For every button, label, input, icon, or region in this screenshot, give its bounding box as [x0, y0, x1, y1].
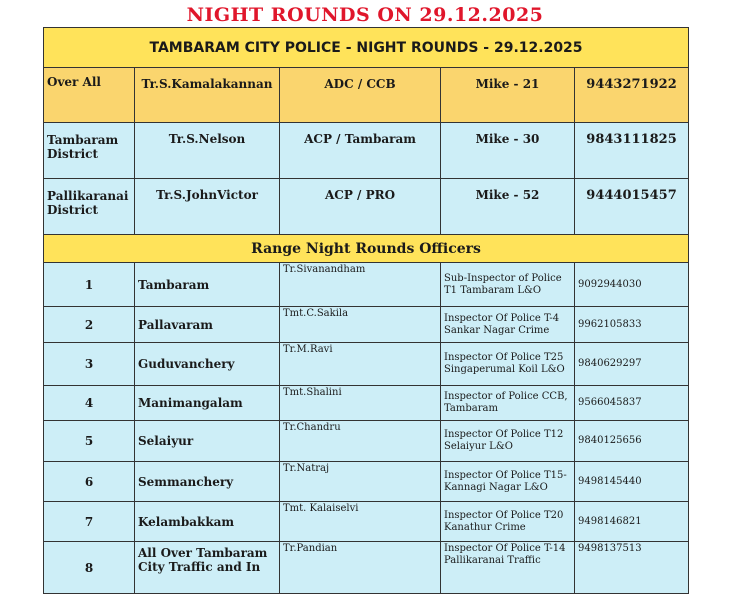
row-number: 7: [44, 502, 135, 542]
phone-cell: 9840125656: [575, 421, 689, 462]
table-row: [44, 343, 689, 386]
phone-cell: 9840629297: [575, 343, 689, 386]
officer-cell: Tr.Chandru: [280, 421, 441, 462]
officer-cell: Tr.Natraj: [280, 462, 441, 502]
mike-cell: Mike - 21: [441, 68, 575, 123]
phone-cell: 9843111825: [575, 123, 689, 179]
row-number: 8: [44, 542, 135, 594]
designation-cell: Inspector Of Police T25 Singaperumal Koil L&O: [441, 343, 575, 386]
table-row: [44, 179, 689, 235]
table-row: [44, 421, 689, 462]
designation-cell: Inspector of Police CCB, Tambaram: [441, 386, 575, 421]
range-header: Range Night Rounds Officers: [44, 235, 689, 263]
officer-cell: Tr.S.Nelson: [135, 123, 280, 179]
table-row: [44, 462, 689, 502]
designation-cell: ACP / Tambaram: [280, 123, 441, 179]
designation-cell: ACP / PRO: [280, 179, 441, 235]
place-cell: Kelambakkam: [135, 502, 280, 542]
phone-cell: 9566045837: [575, 386, 689, 421]
row-number: 4: [44, 386, 135, 421]
mike-cell: Mike - 52: [441, 179, 575, 235]
area-cell: Over All: [44, 68, 135, 123]
place-cell: Semmanchery: [135, 462, 280, 502]
night-rounds-table: [43, 27, 689, 594]
phone-cell: 9962105833: [575, 307, 689, 343]
table-row: [44, 386, 689, 421]
designation-cell: Inspector Of Police T12 Selaiyur L&O: [441, 421, 575, 462]
officer-cell: Tr.Pandian: [280, 542, 441, 594]
row-number: 3: [44, 343, 135, 386]
designation-cell: Inspector Of Police T20 Kanathur Crime: [441, 502, 575, 542]
place-cell: Tambaram: [135, 263, 280, 307]
table-row: [44, 502, 689, 542]
table-row: [44, 263, 689, 307]
table-row: [44, 68, 689, 123]
designation-cell: Inspector Of Police T-4 Sankar Nagar Crime: [441, 307, 575, 343]
place-cell: Pallavaram: [135, 307, 280, 343]
designation-cell: ADC / CCB: [280, 68, 441, 123]
row-number: 2: [44, 307, 135, 343]
phone-cell: 9498137513: [575, 542, 689, 594]
row-number: 1: [44, 263, 135, 307]
designation-cell: Inspector Of Police T-14 Pallikaranai Traffic: [441, 542, 575, 594]
designation-cell: Sub-Inspector of Police T1 Tambaram L&O: [441, 263, 575, 307]
place-cell: Guduvanchery: [135, 343, 280, 386]
officer-cell: Tr.S.JohnVictor: [135, 179, 280, 235]
phone-cell: 9444015457: [575, 179, 689, 235]
table-row: [44, 307, 689, 343]
officer-cell: Tmt. Kalaiselvi: [280, 502, 441, 542]
officer-cell: Tmt.C.Sakila: [280, 307, 441, 343]
page-title: NIGHT ROUNDS ON 29.12.2025: [186, 4, 544, 26]
area-cell: Tambaram District: [44, 123, 135, 179]
table-header-row: [44, 28, 689, 68]
officer-cell: Tr.Sivanandham: [280, 263, 441, 307]
row-number: 5: [44, 421, 135, 462]
phone-cell: 9498146821: [575, 502, 689, 542]
mike-cell: Mike - 30: [441, 123, 575, 179]
officer-cell: Tmt.Shalini: [280, 386, 441, 421]
designation-cell: Inspector Of Police T15-Kannagi Nagar L&O: [441, 462, 575, 502]
phone-cell: 9092944030: [575, 263, 689, 307]
table-header: TAMBARAM CITY POLICE - NIGHT ROUNDS - 29.12.2025: [44, 28, 689, 68]
officer-cell: Tr.M.Ravi: [280, 343, 441, 386]
area-cell: Pallikaranai District: [44, 179, 135, 235]
row-number: 6: [44, 462, 135, 502]
table-row: [44, 123, 689, 179]
phone-cell: 9443271922: [575, 68, 689, 123]
place-cell: Manimangalam: [135, 386, 280, 421]
phone-cell: 9498145440: [575, 462, 689, 502]
range-header-row: [44, 235, 689, 263]
place-cell: All Over Tambaram City Traffic and In: [135, 542, 280, 594]
table-row: [44, 542, 689, 594]
place-cell: Selaiyur: [135, 421, 280, 462]
officer-cell: Tr.S.Kamalakannan: [135, 68, 280, 123]
